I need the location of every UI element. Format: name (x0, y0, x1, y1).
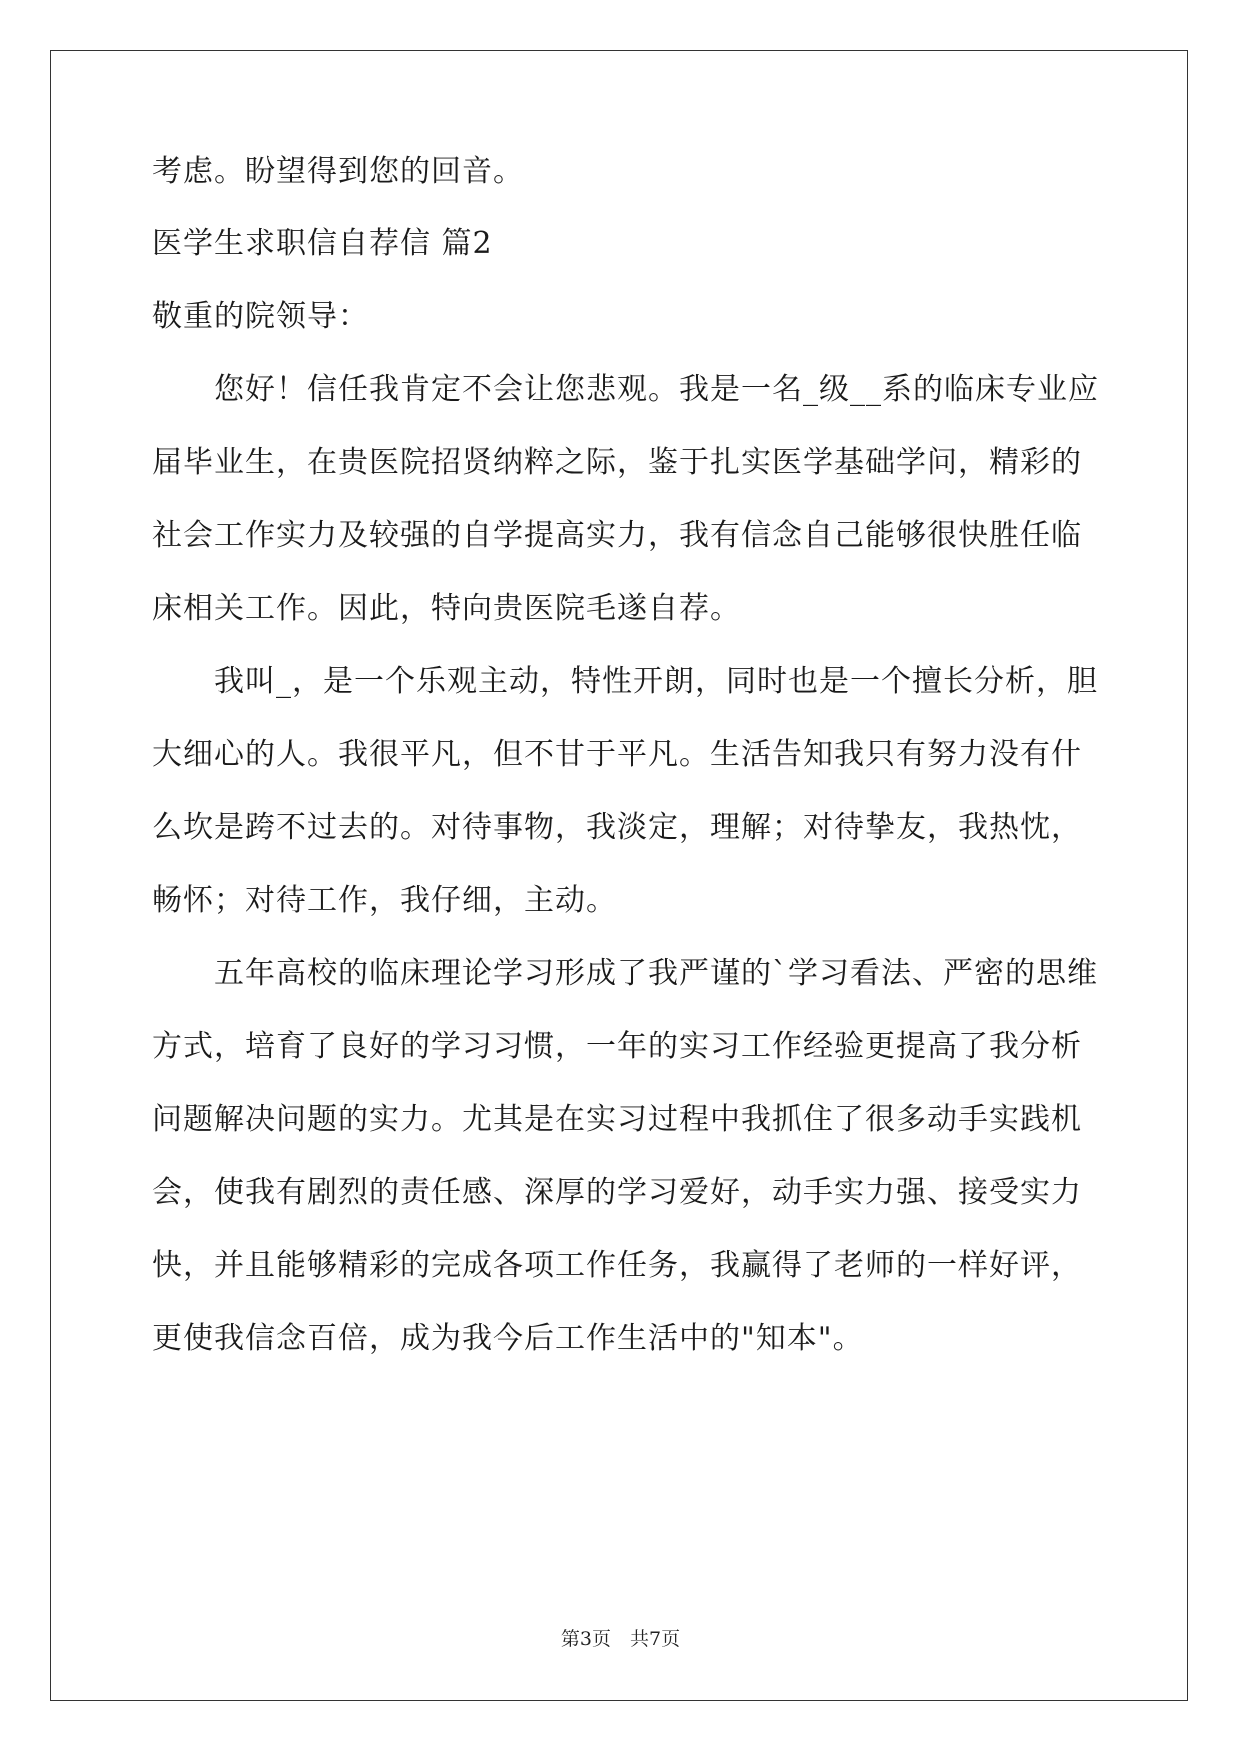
paragraph-3-line-6: 更使我信念百倍，成为我今后工作生活中的"知本"。 (152, 1321, 864, 1356)
paragraph-3-line-3: 问题解决问题的实力。尤其是在实习过程中我抓住了很多动手实践机 (152, 1102, 1082, 1137)
paragraph-3-line-5: 快，并且能够精彩的完成各项工作任务，我赢得了老师的一样好评， (152, 1248, 1082, 1283)
paragraph-2-line-3: 么坎是跨不过去的。对待事物，我淡定，理解；对待挚友，我热忱， (152, 810, 1082, 845)
section-heading: 医学生求职信自荐信 篇2 (152, 226, 493, 261)
paragraph-3-line-2: 方式，培育了良好的学习习惯，一年的实习工作经验更提高了我分析 (152, 1029, 1082, 1064)
paragraph-3-line-1: 五年高校的临床理论学习形成了我严谨的`学习看法、严密的思维 (214, 956, 1098, 991)
paragraph-1-line-1: 您好！信任我肯定不会让您悲观。我是一名_级__系的临床专业应 (214, 372, 1099, 407)
text-line-1: 考虑。盼望得到您的回音。 (152, 154, 524, 189)
paragraph-1-line-2: 届毕业生，在贵医院招贤纳粹之际，鉴于扎实医学基础学问，精彩的 (152, 445, 1082, 480)
paragraph-1-line-3: 社会工作实力及较强的自学提高实力，我有信念自己能够很快胜任临 (152, 518, 1082, 553)
paragraph-2-line-1: 我叫_，是一个乐观主动，特性开朗，同时也是一个擅长分析，胆 (214, 664, 1098, 699)
paragraph-3-line-4: 会，使我有剧烈的责任感、深厚的学习爱好，动手实力强、接受实力 (152, 1175, 1082, 1210)
page-number: 第3页 共7页 (560, 1628, 681, 1650)
paragraph-2-line-4: 畅怀；对待工作，我仔细，主动。 (152, 883, 617, 918)
paragraph-1-line-4: 床相关工作。因此，特向贵医院毛遂自荐。 (152, 591, 741, 626)
paragraph-2-line-2: 大细心的人。我很平凡，但不甘于平凡。生活告知我只有努力没有什 (152, 737, 1082, 772)
salutation: 敬重的院领导： (152, 299, 369, 334)
